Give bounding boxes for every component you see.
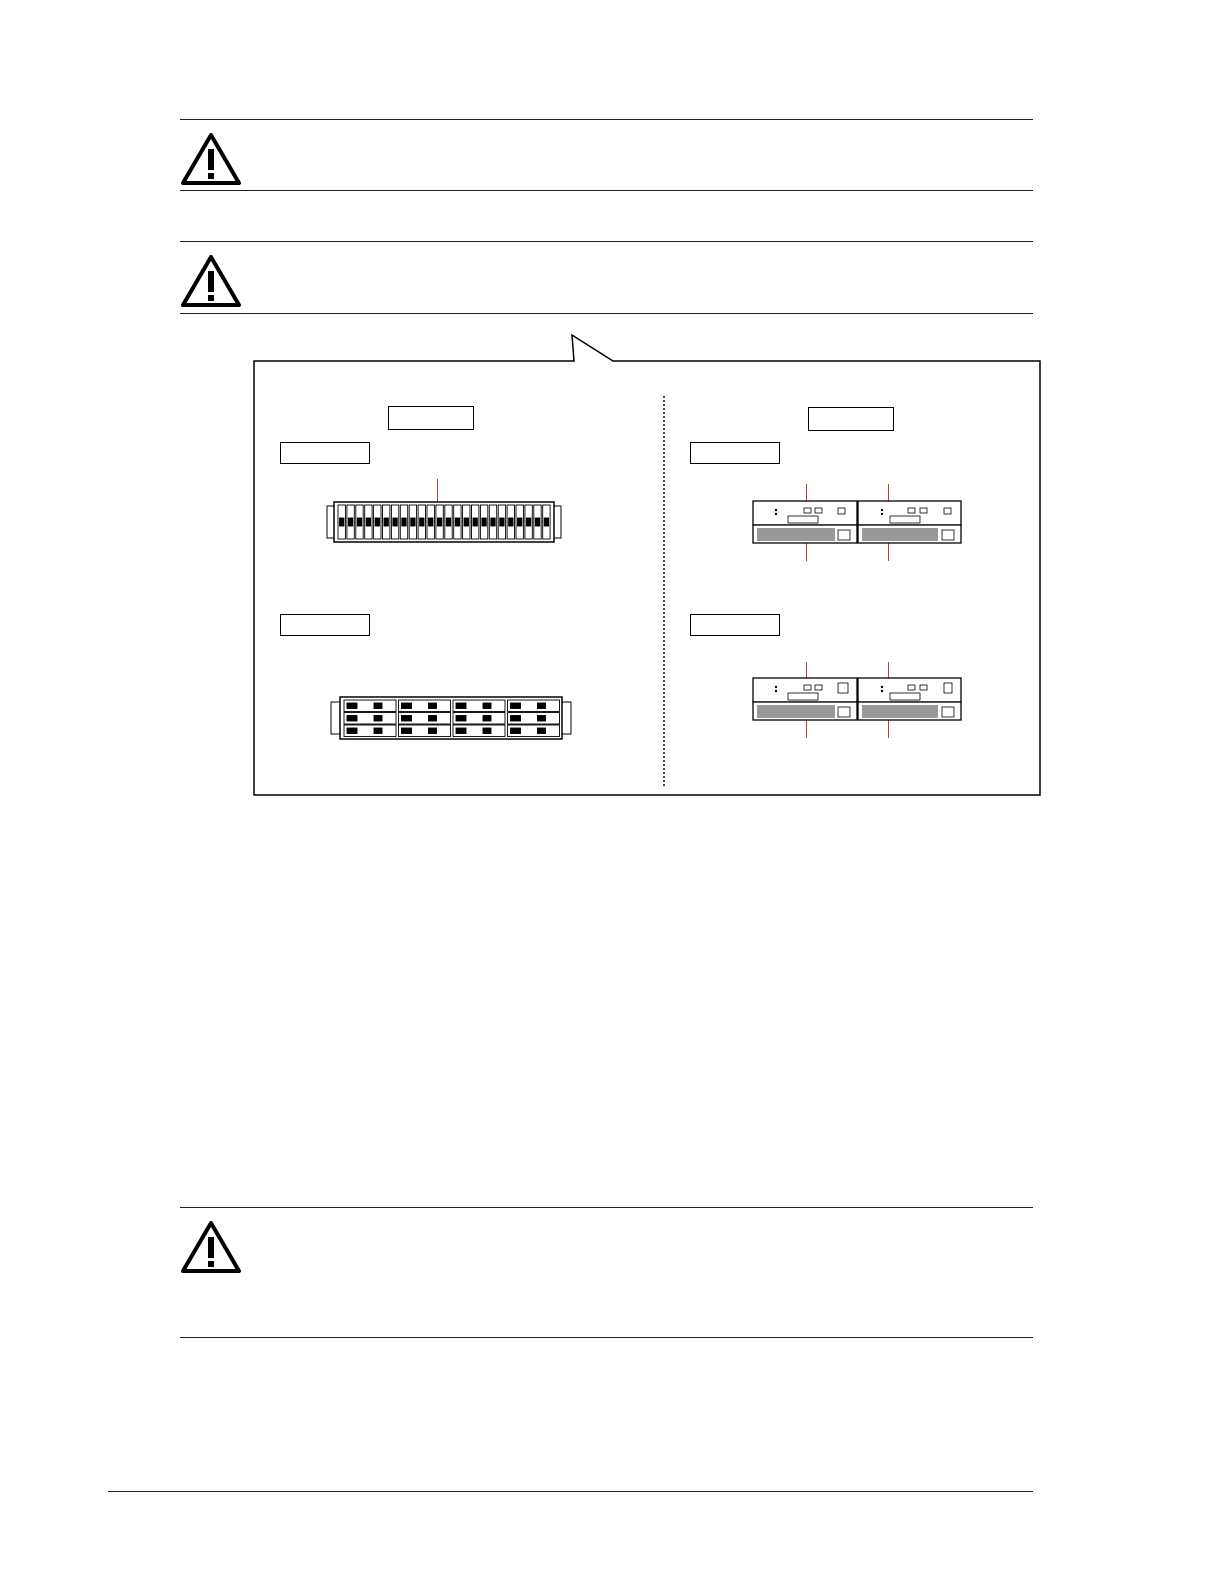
drive-latch <box>384 518 388 526</box>
drive-latch <box>544 518 548 526</box>
drive-latch <box>366 518 370 526</box>
storage-enclosure-12-bay-front <box>330 694 572 742</box>
warning-bottom-rule-3 <box>180 1337 1033 1338</box>
storage-enclosure-rear-2 <box>752 677 962 721</box>
leader-line <box>806 718 807 738</box>
front-model-label-1 <box>280 442 370 464</box>
drive-handle <box>402 716 412 722</box>
warning-triangle-icon <box>180 1220 242 1274</box>
drive-handle <box>511 716 521 722</box>
drive-latch <box>340 518 344 526</box>
drive-handle <box>402 728 412 734</box>
leader-line <box>888 541 889 561</box>
drive-latch <box>437 518 441 526</box>
drive-latch <box>374 716 382 722</box>
drive-handle <box>511 703 521 709</box>
drive-latch <box>483 728 491 734</box>
drive-latch <box>374 703 382 709</box>
drive-latch <box>483 716 491 722</box>
drive-handle <box>347 728 357 734</box>
rear-model-label-1 <box>690 442 780 464</box>
drive-latch <box>482 518 486 526</box>
callout-divider <box>663 396 665 786</box>
storage-enclosure-rear-1 <box>752 500 962 544</box>
leader-line <box>437 479 438 501</box>
drive-handle <box>456 716 466 722</box>
leader-line <box>806 541 807 561</box>
drive-latch <box>375 518 379 526</box>
drive-handle <box>347 703 357 709</box>
drive-latch <box>509 518 513 526</box>
drive-handle <box>511 728 521 734</box>
drive-latch <box>473 518 477 526</box>
drive-latch <box>374 728 382 734</box>
warning-bottom-rule-1 <box>180 190 1033 191</box>
rear-view-header <box>808 407 894 431</box>
drive-latch <box>393 518 397 526</box>
warning-top-rule-3 <box>180 1207 1033 1208</box>
front-model-label-2 <box>280 614 370 636</box>
rear-model-label-2 <box>690 614 780 636</box>
drive-latch <box>446 518 450 526</box>
drive-latch <box>420 518 424 526</box>
drive-latch <box>500 518 504 526</box>
warning-triangle-icon <box>180 132 242 186</box>
drive-latch <box>357 518 361 526</box>
drive-latch <box>348 518 352 526</box>
leader-line <box>888 718 889 738</box>
drive-latch <box>429 728 437 734</box>
drive-handle <box>402 703 412 709</box>
drive-latch <box>538 703 546 709</box>
drive-latch <box>429 518 433 526</box>
drive-latch <box>402 518 406 526</box>
drive-latch <box>429 716 437 722</box>
drive-latch <box>538 728 546 734</box>
warning-triangle-icon <box>180 254 242 308</box>
drive-handle <box>347 716 357 722</box>
drive-latch <box>464 518 468 526</box>
drive-latch <box>518 518 522 526</box>
warning-top-rule-2 <box>180 241 1033 242</box>
drive-latch <box>535 518 539 526</box>
drive-latch <box>491 518 495 526</box>
drive-latch <box>455 518 459 526</box>
warning-bottom-rule-2 <box>180 313 1033 314</box>
warning-top-rule-1 <box>180 119 1033 120</box>
drive-latch <box>483 703 491 709</box>
drive-latch <box>411 518 415 526</box>
storage-enclosure-24-bay-front <box>326 500 562 544</box>
drive-handle <box>456 703 466 709</box>
front-view-header <box>388 406 474 430</box>
drive-latch <box>526 518 530 526</box>
drive-latch <box>429 703 437 709</box>
drive-latch <box>538 716 546 722</box>
footer-rule <box>108 1491 1033 1492</box>
drive-handle <box>456 728 466 734</box>
